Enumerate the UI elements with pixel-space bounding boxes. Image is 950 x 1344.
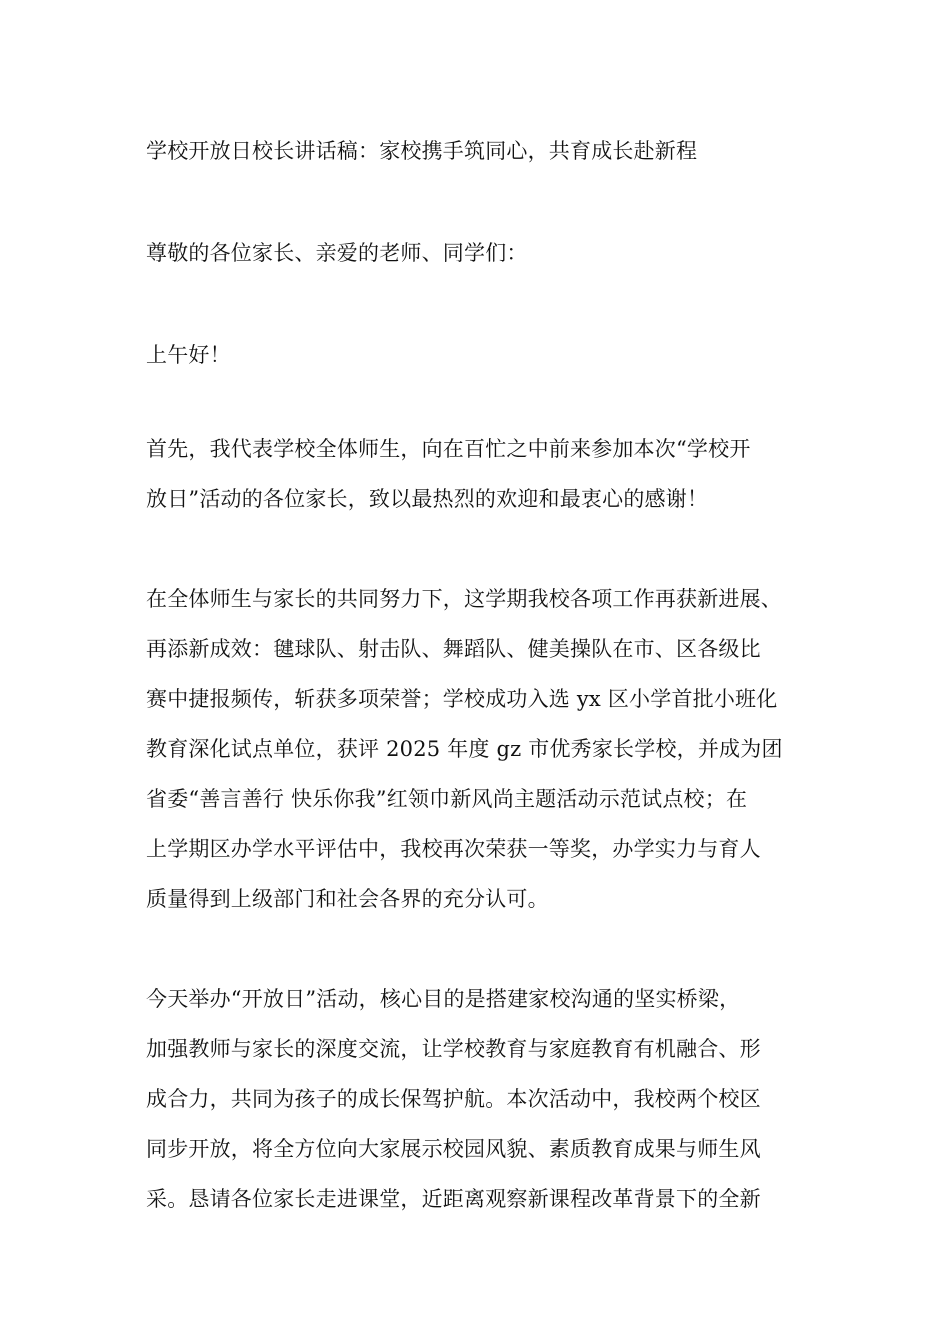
paragraph-line: 同步开放，将全方位向大家展示校园风貌、素质教育成果与师生风: [146, 1137, 761, 1161]
document-title: 学校开放日校长讲话稿：家校携手筑同心，共育成长赴新程: [146, 139, 698, 163]
paragraph-line: 放日”活动的各位家长，致以最热烈的欢迎和最衷心的感谢！: [146, 487, 709, 511]
paragraph-line: 赛中捷报频传，斩获多项荣誉；学校成功入选 yx 区小学首批小班化: [146, 687, 778, 711]
paragraph-line: 成合力，共同为孩子的成长保驾护航。本次活动中，我校两个校区: [146, 1087, 761, 1111]
paragraph-line: 省委“善言善行 快乐你我”红领巾新风尚主题活动示范试点校；在: [146, 787, 748, 811]
greeting: 上午好！: [146, 343, 231, 367]
paragraph-line: 教育深化试点单位，获评 2025 年度 gz 市优秀家长学校，并成为团: [146, 737, 783, 761]
paragraph-line: 质量得到上级部门和社会各界的充分认可。: [146, 887, 549, 911]
paragraph-line: 今天举办“开放日”活动，核心目的是搭建家校沟通的坚实桥梁，: [146, 987, 741, 1011]
paragraph-line: 上学期区办学水平评估中，我校再次荣获一等奖，办学实力与育人: [146, 837, 761, 861]
paragraph-line: 首先，我代表学校全体师生，向在百忙之中前来参加本次“学校开: [146, 437, 751, 461]
paragraph-line: 采。恳请各位家长走进课堂，近距离观察新课程改革背景下的全新: [146, 1187, 761, 1211]
paragraph-line: 在全体师生与家长的共同努力下，这学期我校各项工作再获新进展、: [146, 587, 782, 611]
paragraph-line: 加强教师与家长的深度交流，让学校教育与家庭教育有机融合、形: [146, 1037, 761, 1061]
paragraph-line: 再添新成效：毽球队、射击队、舞蹈队、健美操队在市、区各级比: [146, 637, 761, 661]
salutation: 尊敬的各位家长、亲爱的老师、同学们：: [146, 241, 528, 265]
